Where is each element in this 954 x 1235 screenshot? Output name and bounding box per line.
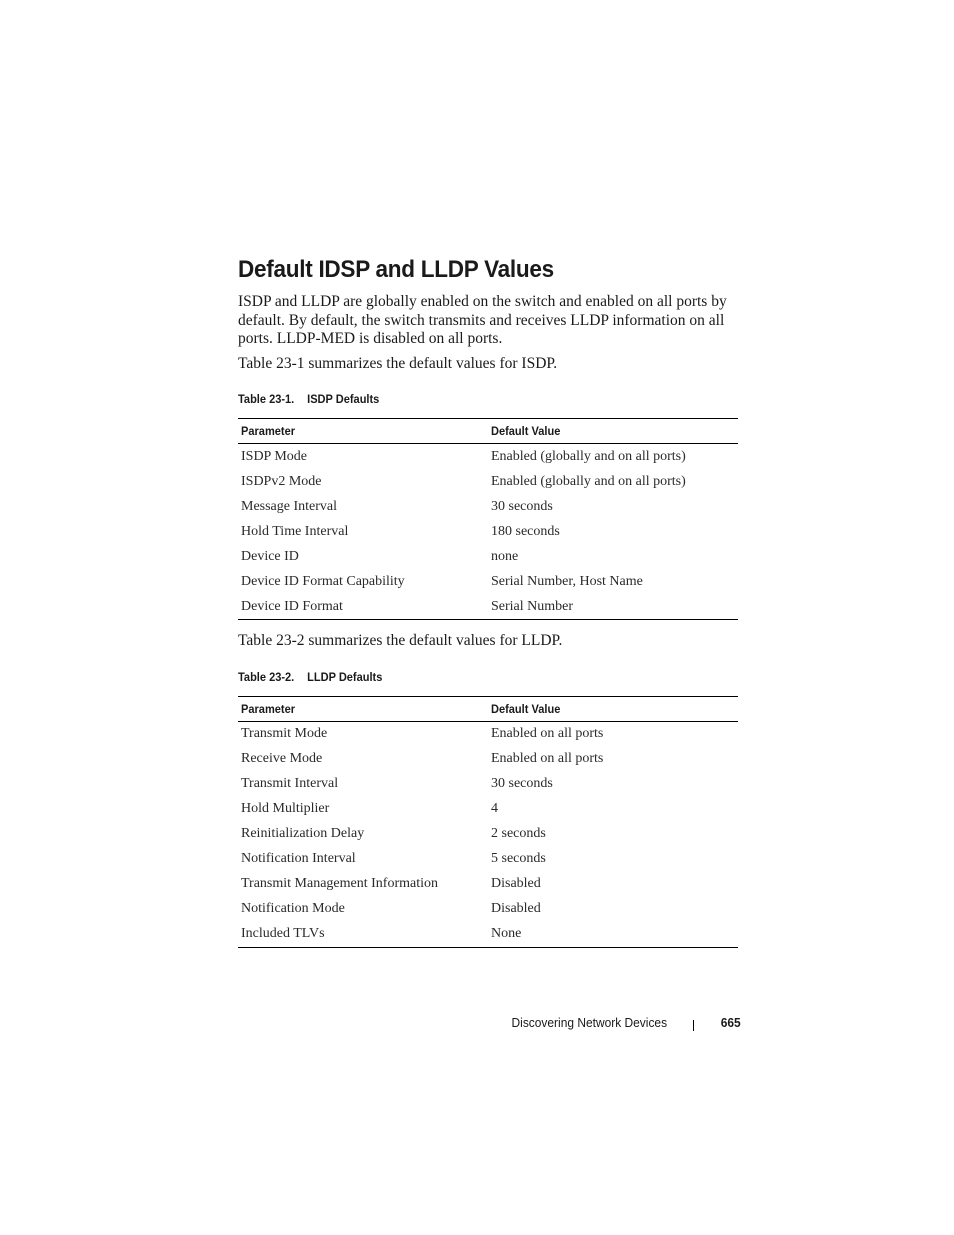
lldp-summary-sentence: Table 23-2 summarizes the default values for LLDP.	[238, 632, 563, 649]
isdp-defaults-table	[238, 418, 738, 620]
default-value-cell: None	[488, 922, 738, 948]
table-row	[238, 721, 738, 747]
footer-section-title: Discovering Network Devices	[511, 1015, 667, 1030]
default-value-cell: Serial Number	[488, 594, 738, 620]
default-value-cell: Enabled (globally and on all ports)	[491, 473, 686, 489]
table-header-row	[238, 419, 738, 444]
isdp-table-body	[238, 444, 738, 620]
table-row	[238, 494, 738, 519]
parameter-cell: Hold Multiplier	[241, 801, 330, 816]
table-row	[238, 822, 738, 847]
parameter-cell: Reinitialization Delay	[241, 826, 365, 841]
parameter-cell: Device ID Format Capability	[241, 573, 405, 589]
parameter-cell: Transmit Management Information	[241, 876, 439, 891]
table-header-row	[238, 696, 738, 721]
page-content	[238, 254, 738, 948]
table-row	[238, 519, 738, 544]
table-row	[238, 847, 738, 872]
parameter-cell: Included TLVs	[238, 922, 488, 948]
table-row	[238, 544, 738, 569]
isdp-summary-sentence: Table 23-1 summarizes the default values for ISDP.	[238, 354, 558, 372]
column-header-default-value: Default Value	[488, 419, 738, 444]
table-row	[238, 444, 738, 470]
intro-paragraph: ISDP and LLDP are globally enabled on the switch and enabled on all ports by default. By default, the switch transmits and receives LLDP information on all ports. LLDP-MED is disabled on all ports.	[238, 293, 727, 347]
parameter-cell: Transmit Mode	[241, 726, 328, 741]
parameter-cell: Device ID Format	[238, 594, 488, 620]
page-number: 665	[721, 1015, 741, 1030]
parameter-cell: Hold Time Interval	[241, 523, 349, 539]
parameter-cell: Message Interval	[241, 498, 338, 514]
parameter-cell: Notification Interval	[241, 851, 356, 866]
table1-caption-label: Table 23-1.	[238, 392, 295, 406]
default-value-cell: 5 seconds	[491, 851, 546, 866]
table2-caption-label: Table 23-2.	[238, 669, 295, 684]
page-title: Default IDSP and LLDP Values	[238, 256, 554, 283]
page-footer	[238, 1015, 741, 1033]
default-value-cell: Serial Number, Host Name	[491, 573, 643, 589]
default-value-cell: 180 seconds	[491, 523, 560, 539]
table2-caption	[238, 669, 698, 685]
table2-caption-title: LLDP Defaults	[307, 669, 383, 684]
table-row	[238, 594, 738, 620]
parameter-cell: Receive Mode	[241, 751, 323, 766]
parameter-cell: Notification Mode	[241, 901, 345, 916]
default-value-cell: Enabled (globally and on all ports)	[491, 448, 686, 464]
column-header-parameter: Parameter	[238, 696, 488, 721]
default-value-cell: none	[491, 548, 519, 564]
default-value-cell: 2 seconds	[491, 826, 546, 841]
lldp-table-body	[238, 721, 738, 947]
default-value-cell: Disabled	[491, 876, 541, 891]
table-row	[238, 772, 738, 797]
default-value-cell: 30 seconds	[491, 776, 553, 791]
table1-caption	[238, 391, 698, 407]
default-value-cell: 30 seconds	[491, 498, 553, 514]
table-row	[238, 747, 738, 772]
table-row	[238, 569, 738, 594]
parameter-cell: ISDP Mode	[241, 448, 307, 464]
table-row	[238, 922, 738, 948]
default-value-cell: Enabled on all ports	[491, 751, 604, 766]
column-header-parameter: Parameter	[238, 419, 488, 444]
table1-caption-title: ISDP Defaults	[307, 392, 380, 406]
parameter-cell: Device ID	[241, 548, 299, 564]
parameter-cell: Transmit Interval	[241, 776, 339, 791]
default-value-cell: Disabled	[491, 901, 541, 916]
table-row	[238, 872, 738, 897]
parameter-cell: ISDPv2 Mode	[241, 473, 322, 489]
table-row	[238, 897, 738, 922]
table-row	[238, 797, 738, 822]
default-value-cell: 4	[491, 801, 498, 816]
lldp-defaults-table	[238, 696, 738, 948]
table-row	[238, 469, 738, 494]
default-value-cell: Enabled on all ports	[491, 726, 604, 741]
footer-separator	[693, 1020, 694, 1031]
column-header-default-value: Default Value	[488, 696, 738, 721]
